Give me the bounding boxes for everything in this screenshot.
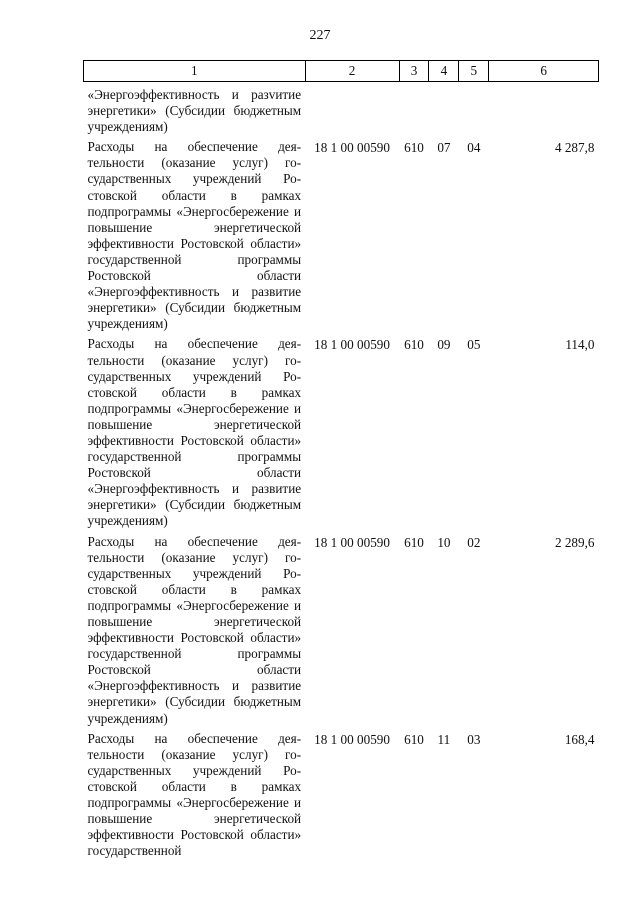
page-number: 227 [309, 28, 331, 43]
row-description: Расходы на обеспечение деятельности (оказание услуг) государственных учреждений Ростовской области в рамках подпрограммы «Энергосбережение и повышение энергетической эффективности Ростовской области» государственной программы Ростовской области «Энергоэффективность и развитие энергетики» (Субсидии бюджетным учреждениям) [87, 336, 302, 529]
column-header-2: 2 [305, 61, 399, 82]
column-header-5: 5 [459, 61, 489, 82]
budget-table [83, 60, 599, 862]
row-description: Расходы на обеспечение деятельности (оказание услуг) государственных учреждений Ростовской области в рамках подпрограммы «Энергосбережение и повышение энергетической эффективности Ростовской области» государственной программы Ростовской области «Энергоэффективность и развитие энергетики» (Субсидии бюджетным учреждениям) [87, 533, 302, 726]
row-expense-type [399, 86, 429, 138]
row-section [429, 86, 459, 138]
row-section: 09 [437, 337, 451, 353]
row-subsection: 03 [467, 731, 481, 747]
row-section: 07 [437, 140, 451, 156]
row-target-code: 18 1 00 00590 [314, 140, 390, 156]
table-header-row [84, 61, 599, 82]
row-description: Расходы на обеспечение деятельности (оказание услуг) государственных учреждений Ростовской области в рамках подпрограммы «Энергосбережение и повышение энергетической эффективности Ростовской области» государственной программы Ростовской области «Энергоэффективность и развитие энергетики» (Субсидии бюджетным учреждениям) [87, 139, 302, 332]
row-amount: 4 287,8 [554, 140, 595, 156]
row-target-code: 18 1 00 00590 [314, 534, 390, 550]
table-row [84, 730, 599, 863]
column-header-3: 3 [399, 61, 429, 82]
column-header-4: 4 [429, 61, 459, 82]
row-section: 11 [437, 731, 451, 747]
column-header-6: 6 [489, 61, 599, 82]
table-row [84, 335, 599, 532]
row-subsection: 02 [467, 534, 481, 550]
row-subsection: 04 [467, 140, 481, 156]
row-section: 10 [437, 534, 451, 550]
row-amount: 2 289,6 [554, 534, 595, 550]
row-target-code [305, 86, 399, 138]
row-expense-type: 610 [404, 140, 424, 156]
row-amount: 168,4 [564, 731, 595, 747]
table-row [84, 138, 599, 335]
table-row [84, 86, 599, 138]
row-expense-type: 610 [404, 534, 424, 550]
row-description: Расходы на обеспечение деятельности (оказание услуг) государственных учреждений Ростовской области в рамках подпрограммы «Энергосбережение и повышение энергетической эффективности Ростовской области» государственной [87, 730, 302, 859]
column-header-1: 1 [84, 61, 306, 82]
row-expense-type: 610 [404, 731, 424, 747]
row-subsection: 05 [467, 337, 481, 353]
row-target-code: 18 1 00 00590 [314, 731, 390, 747]
row-subsection [459, 86, 489, 138]
row-amount [489, 86, 599, 138]
row-description: «Энергоэффективность и разvитие энергетики» (Субсидии бюджетным учреждениям) [87, 87, 302, 135]
table-row [84, 533, 599, 730]
row-expense-type: 610 [404, 337, 424, 353]
row-amount: 114,0 [565, 337, 595, 353]
row-target-code: 18 1 00 00590 [314, 337, 390, 353]
